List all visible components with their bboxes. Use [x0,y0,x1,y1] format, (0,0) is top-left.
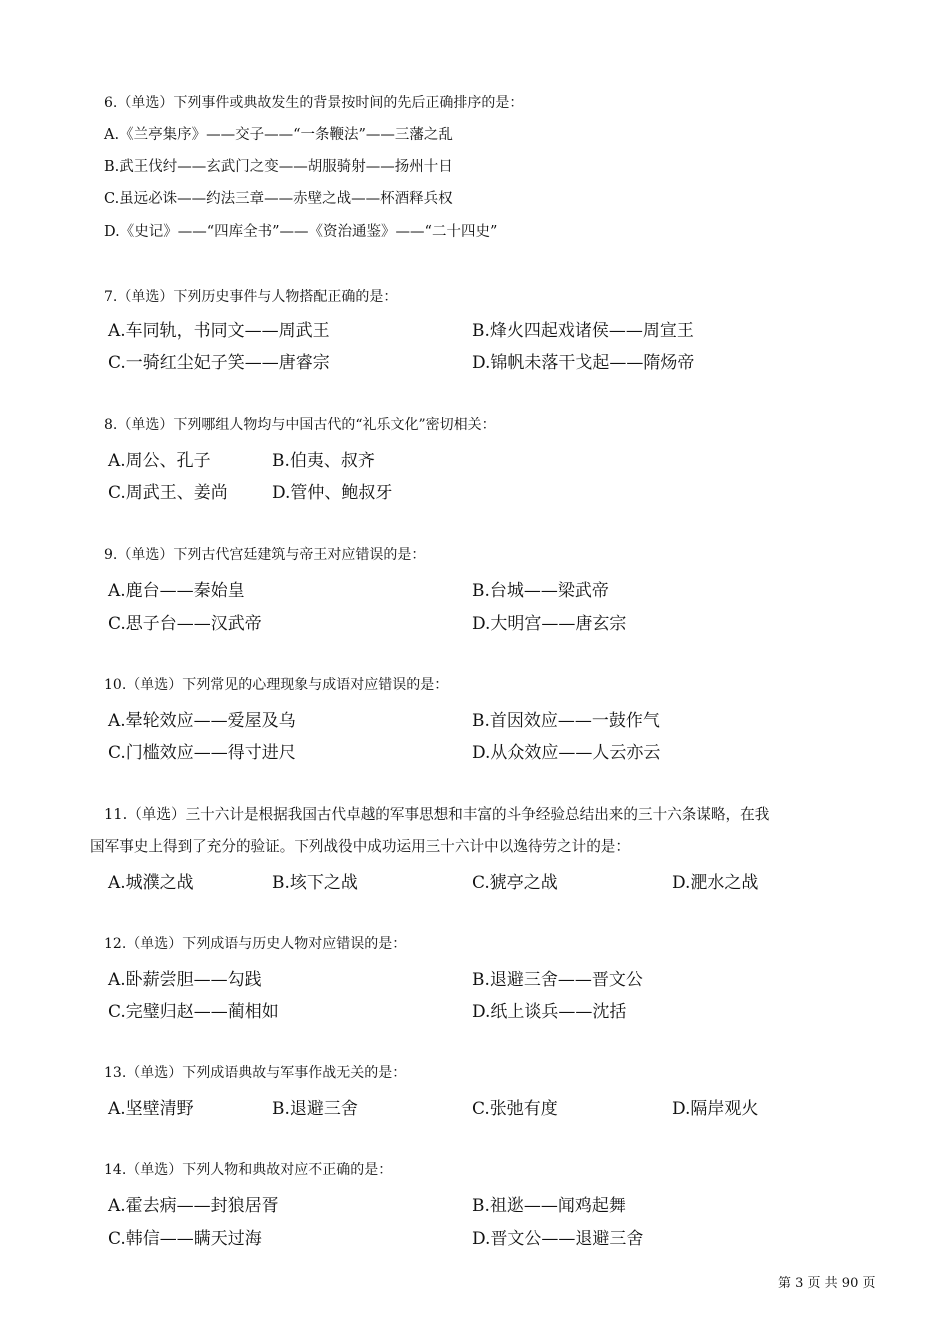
option-d: D.纸上谈兵——沈括 [472,1002,627,1022]
option-a: A.坚壁清野 [108,1099,194,1119]
question-title: 10.（单选）下列常见的心理现象与成语对应错误的是： [104,677,449,693]
question-title: 11.（单选）三十六计是根据我国古代卓越的军事思想和丰富的斗争经验总结出来的三十六条谋略，在我 [104,806,770,823]
option-a: A.卧薪尝胆——勾践 [108,970,262,990]
option-d: D.晋文公——退避三舍 [472,1229,644,1249]
question-title: 12.（单选）下列成语与历史人物对应错误的是： [104,936,407,952]
option-c: C.虽远必诛——约法三章——赤壁之战——杯酒释兵权 [104,191,453,207]
option-c: C.门槛效应——得寸进尺 [108,743,296,763]
option-a: A.《兰亭集序》——交子——“一条鞭法”——三藩之乱 [104,127,453,143]
option-b: B.台城——梁武帝 [472,581,609,601]
option-b: B.祖逖——闻鸡起舞 [472,1196,626,1216]
option-a: A.晕轮效应——爱屋及乌 [108,711,296,731]
option-a: A.城濮之战 [108,873,194,893]
option-a: A.周公、孔子 [108,451,211,471]
option-b: B.武王伐纣——玄武门之变——胡服骑射——扬州十日 [104,159,453,175]
option-b: B.垓下之战 [272,873,358,893]
option-d: D.《史记》——“四库全书”——《资治通鉴》——“二十四史” [104,224,498,240]
option-c: C.张弛有度 [472,1099,558,1119]
option-b: B.退避三舍 [272,1099,358,1119]
option-b: B.伯夷、叔齐 [272,451,375,471]
question-title-continued: 国军事史上得到了充分的验证。下列战役中成功运用三十六计中以逸待劳之计的是： [90,838,630,855]
option-a: A.鹿台——秦始皇 [108,581,245,601]
question-title: 14.（单选）下列人物和典故对应不正确的是： [104,1162,393,1178]
option-c: C.猇亭之战 [472,873,558,893]
option-d: D.从众效应——人云亦云 [472,743,661,763]
option-c: C.一骑红尘妃子笑——唐睿宗 [108,353,330,373]
option-d: D.大明宫——唐玄宗 [472,614,627,634]
option-d: D.锦帆未落干戈起——隋炀帝 [472,353,695,373]
option-c: C.周武王、姜尚 [108,483,228,503]
option-d: D.隔岸观火 [672,1099,759,1119]
option-b: B.退避三舍——晋文公 [472,970,643,990]
option-b: B.烽火四起戏诸侯——周宣王 [472,321,694,341]
option-c: C.思子台——汉武帝 [108,614,262,634]
option-a: A.车同轨，书同文——周武王 [108,321,330,341]
question-title: 13.（单选）下列成语典故与军事作战无关的是： [104,1065,407,1081]
question-title: 9.（单选）下列古代宫廷建筑与帝王对应错误的是： [104,547,426,563]
page-number: 第 3 页 共 90 页 [778,1276,876,1291]
option-b: B.首因效应——一鼓作气 [472,711,660,731]
option-a: A.霍去病——封狼居胥 [108,1196,279,1216]
question-title: 7.（单选）下列历史事件与人物搭配正确的是： [104,289,398,305]
option-c: C.完璧归赵——蔺相如 [108,1002,279,1022]
option-c: C.韩信——瞒天过海 [108,1229,262,1249]
option-d: D.淝水之战 [672,873,759,893]
question-title: 8.（单选）下列哪组人物均与中国古代的“礼乐文化”密切相关： [104,417,496,433]
option-d: D.管仲、鲍叔牙 [272,483,393,503]
question-title: 6.（单选）下列事件或典故发生的背景按时间的先后正确排序的是： [104,95,524,111]
